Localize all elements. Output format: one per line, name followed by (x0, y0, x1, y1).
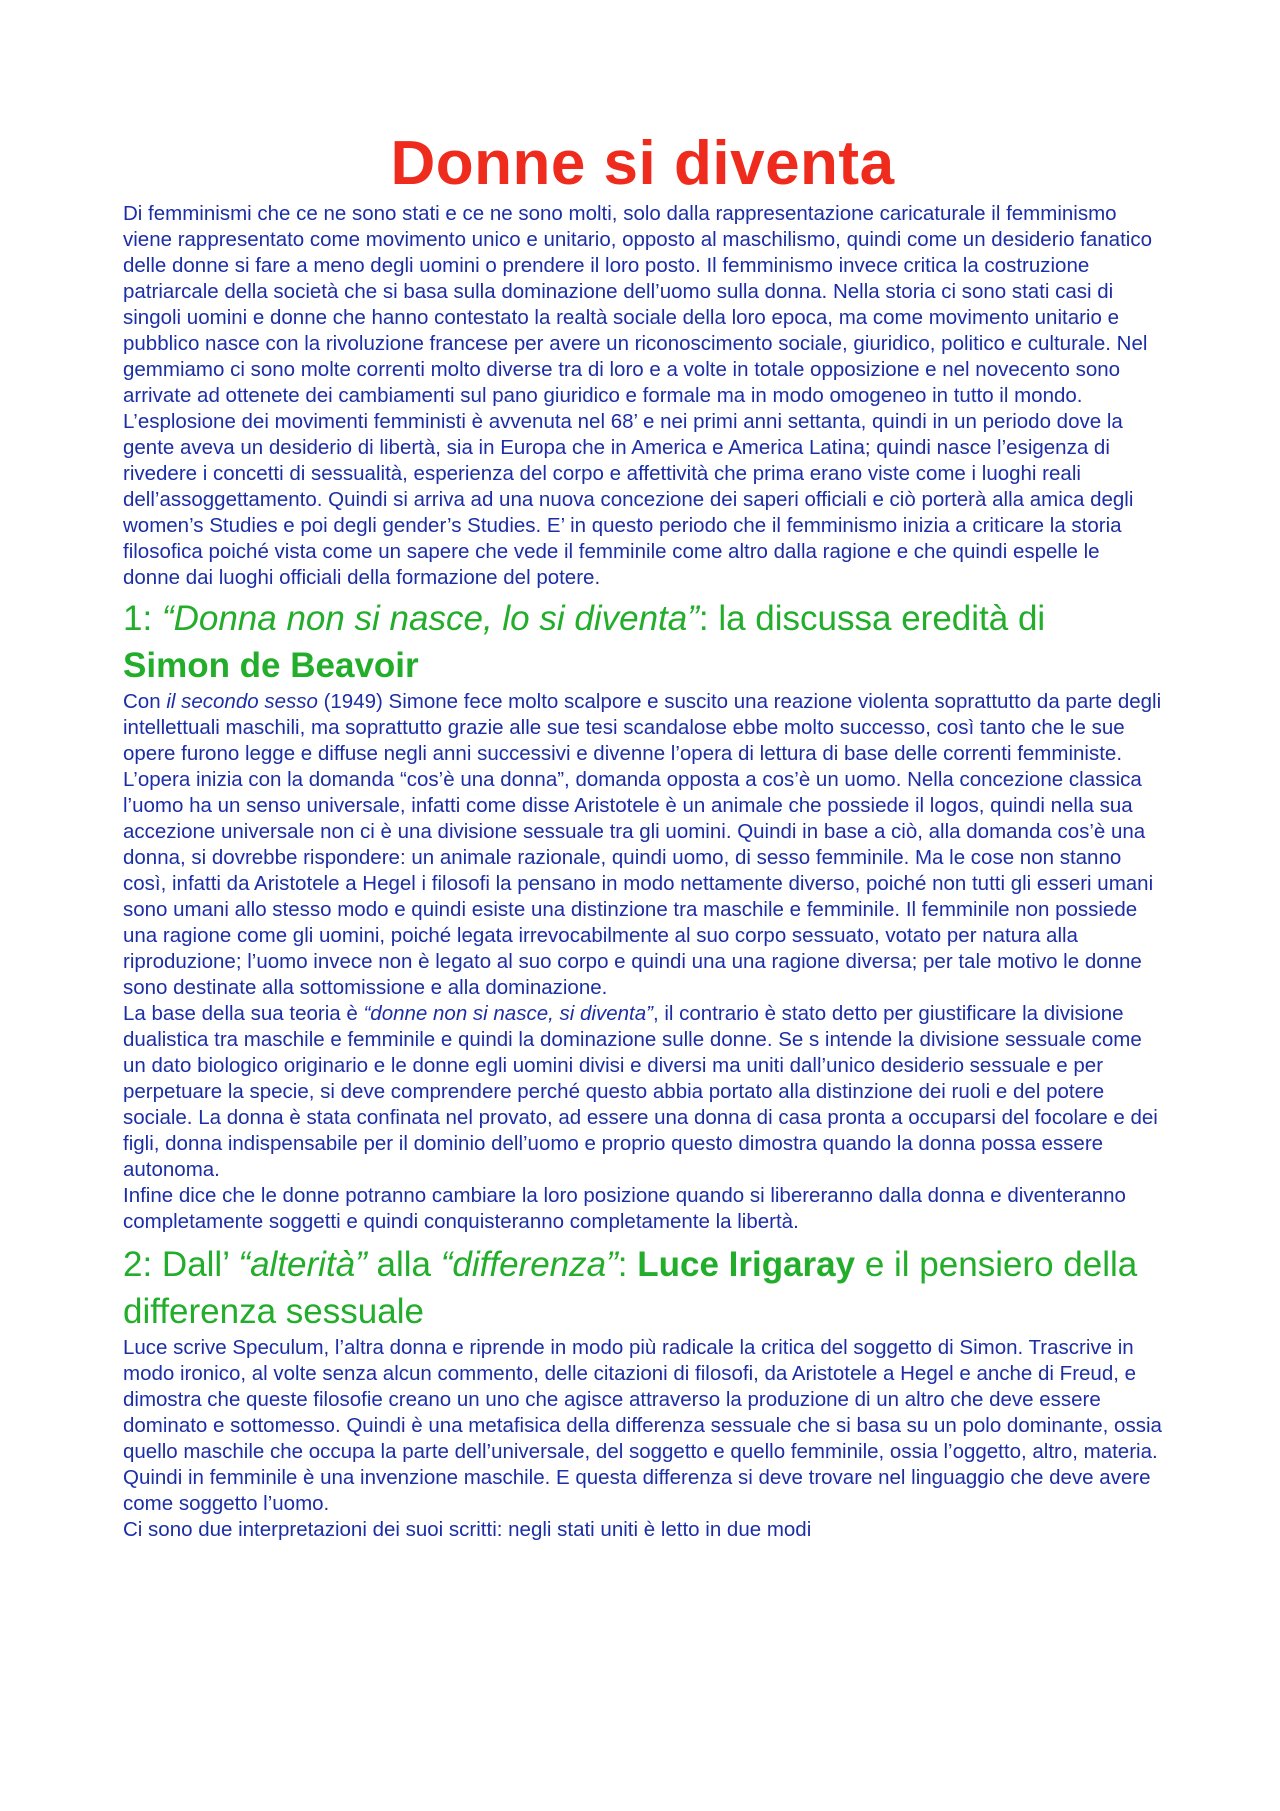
section-1-paragraph-4: Infine dice che le donne potranno cambiare la loro posizione quando si libereranno dalla donna e diventeranno completamente soggetti e quindi conquisteranno completamente la libertà. (123, 1184, 1126, 1233)
section-2-quote-differenza: “differenza” (440, 1245, 618, 1284)
section-1-p3-quote: “donne non si nasce, si diventa” (363, 1002, 653, 1025)
section-1-heading-name (123, 642, 1162, 689)
page-title: Donne si diventa (390, 129, 895, 198)
section-2-heading-rest: e il pensiero della differenza sessuale (123, 1245, 1138, 1331)
section-2-mid: alla (366, 1245, 441, 1284)
section-1-paragraph-3 (123, 1001, 1162, 1183)
section-1-heading-rest: : la discussa eredità di (698, 599, 1046, 638)
section-1-p1-post: (1949) Simone fece molto scalpore e suscito una reazione violenta soprattutto da parte degli intellettuali maschili, ma soprattutto grazie alle sue tesi scandalose ebbe molto successo, così tanto che le sue opere furono legge e diffuse negli anni successivi e divenne l’opera di lettura di base delle correnti femministe. (123, 690, 1162, 765)
section-2-paragraph-1: Luce scrive Speculum, l’altra donna e riprende in modo più radicale la critica del soggetto di Simon. Trascrive in modo ironico, al volte senza alcun commento, delle citazioni di filosofi, da Aristotele a Hegel e anche di Freud, e dimostra che queste filosofie creano un uno che agisce attraverso la produzione di un altro che deve essere dominato e sottomesso. Quindi è una metafisica della differenza sessuale che si basa su un polo dominante, ossia quello maschile che occupa la parte dell’universale, del soggetto e quello femminile, ossia l’oggetto, altro, materia. Quindi in femminile è una invenzione maschile. E questa differenza si deve trovare nel linguaggio che deve avere come soggetto l’uomo. (123, 1336, 1162, 1515)
intro-paragraph: Di femminismi che ce ne sono stati e ce ne sono molti, solo dalla rappresentazione caricaturale il femminismo viene rappresentato come movimento unico e unitario, opposto al maschilismo, quindi come un desiderio fanatico delle donne si fare a meno degli uomini o prendere il loro posto. Il femminismo invece critica la costruzione patriarcale della società che si basa sulla dominazione dell’uomo sulla donna. Nella storia ci sono stati casi di singoli uomini e donne che hanno contestato la realtà sociale della loro epoca, ma come movimento unitario e pubblico nasce con la rivoluzione francese per avere un riconoscimento sociale, giuridico, politico e culturale. Nel gemmiamo ci sono molte correnti molto diverse tra di loro e a volte in totale opposizione e nel novecento sono arrivate ad ottenete dei cambiamenti sul pano giuridico e formale ma in modo omogeneo in tutto il mondo. L’esplosione dei movimenti femministi è avvenuta nel 68’ e nei primi anni settanta, quindi in un periodo dove la gente aveva un desiderio di libertà, sia in Europa che in America e America Latina; quindi nasce l’esigenza di rivedere i concetti di sessualità, esperienza del corpo e affettività che prima erano viste come i luoghi reali dell’assoggettamento. Quindi si arriva ad una nuova concezione dei saperi officiali e ciò porterà alla amica degli women’s Studies e poi degli gender’s Studies. E’ in questo periodo che il femminismo inizia a criticare la storia filosofica poiché vista come un sapere che vede il femminile come altro dalla ragione e che quindi espelle le donne dai luoghi officiali della formazione del potere. (123, 202, 1152, 589)
section-2-author-name: Luce Irigaray (637, 1245, 856, 1284)
section-2-heading (123, 1241, 1162, 1335)
section-1-author-name: Simon de Beavoir (123, 646, 419, 685)
section-1-p3-pre: La base della sua teoria è (123, 1002, 364, 1025)
section-2-colon: : (617, 1245, 638, 1284)
section-2-paragraph-2: Ci sono due interpretazioni dei suoi scritti: negli stati uniti è letto in due modi (123, 1518, 812, 1541)
section-2-quote-alterita: “alterità” (238, 1245, 367, 1284)
section-1-quote: “Donna non si nasce, lo si diventa” (161, 599, 699, 638)
section-1-paragraph-2: L’opera inizia con la domanda “cos’è una donna”, domanda opposta a cos’è un uomo. Nella concezione classica l’uomo ha un senso universale, infatti come disse Aristotele è un animale che possiede il logos, quindi nella sua accezione universale non ci è una divisione sessuale tra gli uomini. Quindi in base a ciò, alla domanda cos’è una donna, si dovrebbe rispondere: un animale razionale, quindi uomo, di sesso femminile. Ma le cose non stanno così, infatti da Aristotele a Hegel i filosofi la pensano in modo nettamente diverso, poiché non tutti gli esseri umani sono umani allo stesso modo e quindi esiste una distinzione tra maschile e femminile. Il femminile non possiede una ragione come gli uomini, poiché legata irrevocabilmente al suo corpo sessuato, votato per natura alla riproduzione; l’uomo invece non è legato al suo corpo e quindi una una ragione diversa; per tale motivo le donne sono destinate alla sottomissione e alla dominazione. (123, 768, 1154, 999)
section-1-paragraph-1 (123, 689, 1162, 767)
section-1-p1-pre: Con (123, 690, 167, 713)
book-title: il secondo sesso (166, 690, 318, 713)
section-1-number: 1: (123, 599, 162, 638)
section-2-number: 2: Dall’ (123, 1245, 239, 1284)
section-1-p3-post: , il contrario è stato detto per giustificare la divisione dualistica tra maschile e femminile e quindi la dominazione sulle donne. Se s intende la divisione sessuale come un dato biologico originario e le donne egli uomini divisi e diversi ma uniti dall’unico desiderio sessuale e per perpetuare la specie, si deve comprendere perché questo abbia portato alla distinzione dei ruoli e del potere sociale. La donna è stata confinata nel provato, ad essere una donna di casa pronta a occuparsi del focolare e dei figli, donna indispensabile per il dominio dell’uomo e proprio questo dimostra quando la donna possa essere autonoma. (123, 1002, 1158, 1181)
section-1-heading (123, 595, 1162, 642)
